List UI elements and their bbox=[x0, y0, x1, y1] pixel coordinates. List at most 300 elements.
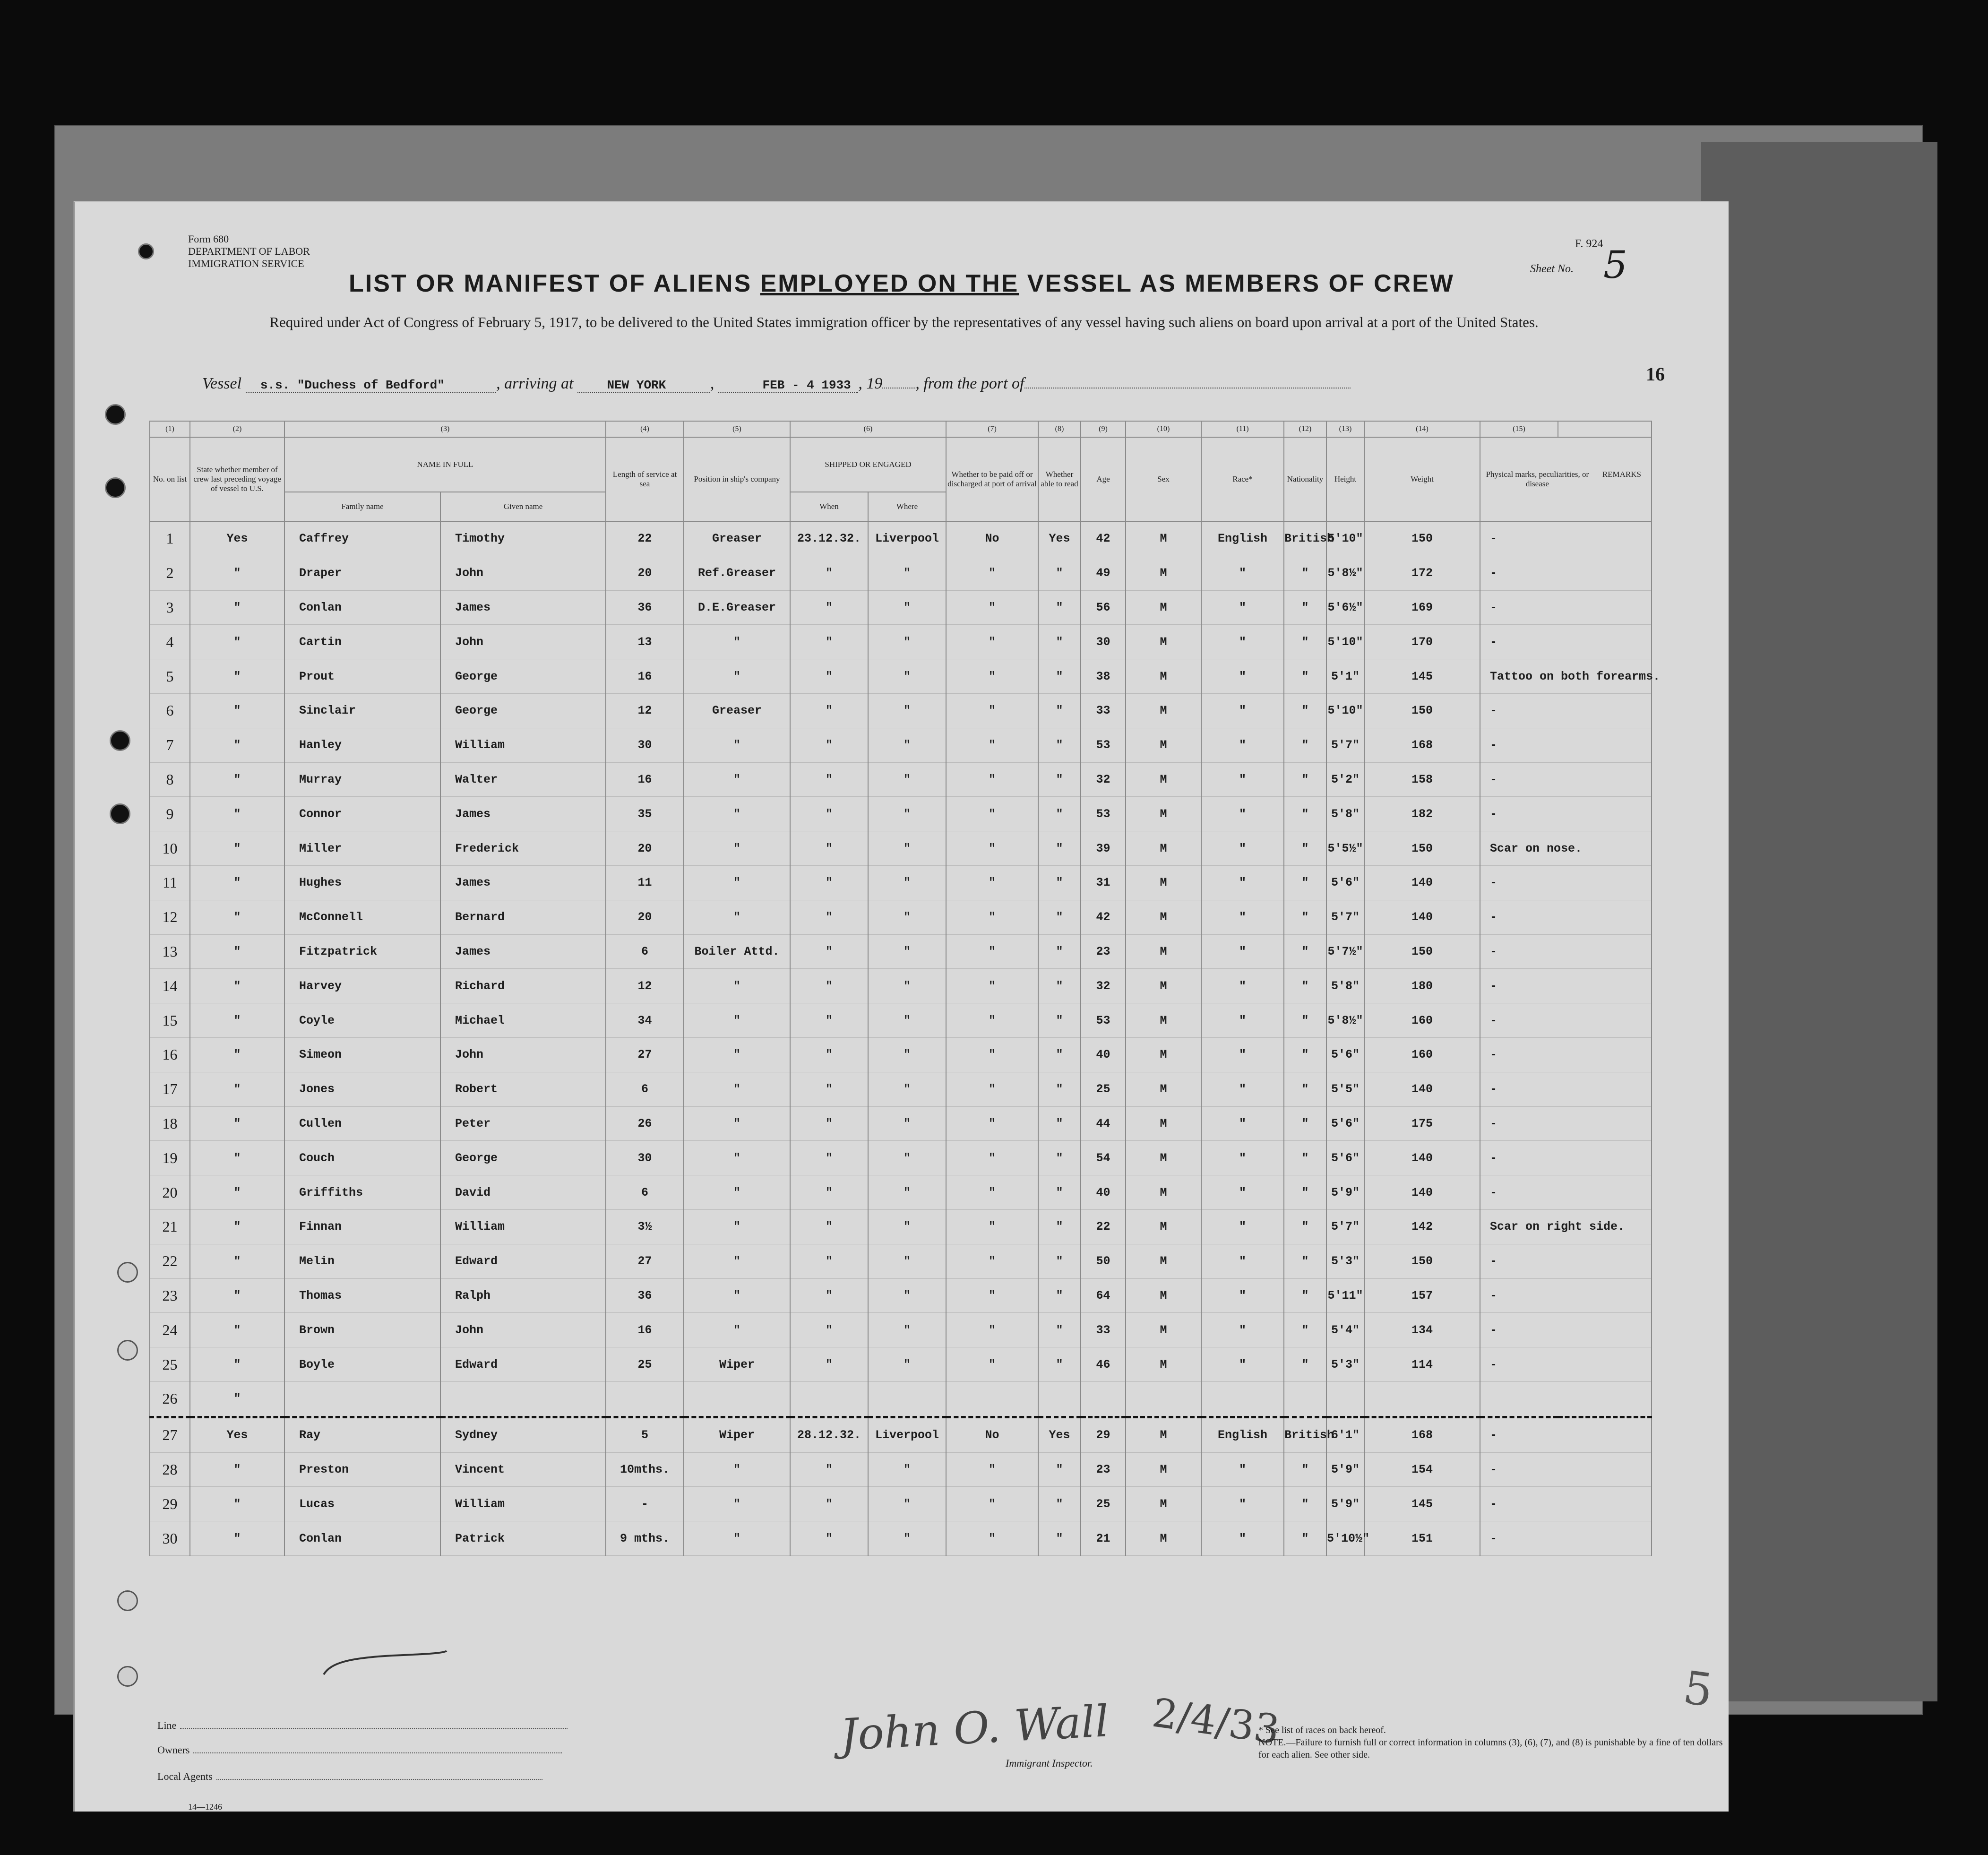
year-label: 19 bbox=[866, 375, 883, 392]
title-suffix: VESSEL AS MEMBERS OF CREW bbox=[1027, 270, 1455, 297]
cell-nationality: " bbox=[1284, 900, 1326, 934]
cell-prev-voyage: " bbox=[190, 1106, 284, 1141]
cell-where: " bbox=[868, 969, 946, 1003]
cell-no: 7 bbox=[150, 728, 190, 762]
colnum: (5) bbox=[684, 421, 790, 437]
column-numbers-row bbox=[150, 421, 1652, 437]
table-row bbox=[150, 900, 1652, 934]
cell-no: 2 bbox=[150, 556, 190, 590]
cell-physical-marks: - bbox=[1480, 1347, 1652, 1382]
cell-nationality: " bbox=[1284, 1244, 1326, 1278]
header-nationality: Nationality bbox=[1284, 437, 1326, 521]
cell-age: 42 bbox=[1081, 900, 1126, 934]
cell-physical-marks: - bbox=[1480, 625, 1652, 659]
cell-position: Ref.Greaser bbox=[684, 556, 790, 590]
punch-hole bbox=[117, 1340, 138, 1361]
cell-prev-voyage: " bbox=[190, 659, 284, 694]
cell-position: " bbox=[684, 865, 790, 900]
colnum: (8) bbox=[1038, 421, 1081, 437]
cell-position: Wiper bbox=[684, 1417, 790, 1452]
cell-age bbox=[1081, 1381, 1126, 1417]
cell-age: 53 bbox=[1081, 728, 1126, 762]
cell-paid-off: " bbox=[946, 1278, 1038, 1313]
cell-where: Liverpool bbox=[868, 1417, 946, 1452]
cell-height: 5'7" bbox=[1326, 1209, 1364, 1244]
colnum: (13) bbox=[1326, 421, 1364, 437]
cell-family-name: Caffrey bbox=[284, 521, 440, 556]
cell-weight: 160 bbox=[1364, 1003, 1480, 1038]
cell-family-name: Draper bbox=[284, 556, 440, 590]
sheet-number: 5 bbox=[1603, 243, 1627, 287]
cell-able-read: " bbox=[1038, 1521, 1081, 1556]
cell-no: 21 bbox=[150, 1209, 190, 1244]
table-row bbox=[150, 831, 1652, 866]
colnum: (10) bbox=[1126, 421, 1201, 437]
cell-no: 14 bbox=[150, 969, 190, 1003]
cell-race: " bbox=[1201, 865, 1284, 900]
cell-physical-marks: - bbox=[1480, 1175, 1652, 1210]
cell-height: 5'8" bbox=[1326, 969, 1364, 1003]
cell-where: " bbox=[868, 1141, 946, 1175]
cell-given-name: George bbox=[440, 693, 606, 728]
cell-when: " bbox=[790, 1072, 868, 1106]
cell-service: 16 bbox=[606, 1313, 684, 1347]
cell-race: " bbox=[1201, 900, 1284, 934]
cell-paid-off: " bbox=[946, 831, 1038, 866]
cell-service: 34 bbox=[606, 1003, 684, 1038]
cell-weight: 145 bbox=[1364, 659, 1480, 694]
cell-position: " bbox=[684, 1141, 790, 1175]
cell-physical-marks: - bbox=[1480, 934, 1652, 969]
cell-prev-voyage: " bbox=[190, 1381, 284, 1417]
title-underlined: EMPLOYED ON THE bbox=[760, 270, 1019, 297]
cell-race: " bbox=[1201, 1452, 1284, 1487]
cell-race: " bbox=[1201, 625, 1284, 659]
cell-weight: 150 bbox=[1364, 693, 1480, 728]
cell-family-name: Fitzpatrick bbox=[284, 934, 440, 969]
back-sheet-shadow bbox=[1701, 142, 1937, 1701]
cell-height bbox=[1326, 1381, 1364, 1417]
cell-physical-marks: - bbox=[1480, 1487, 1652, 1521]
agents-field bbox=[157, 1770, 542, 1783]
agents-label: Local Agents bbox=[157, 1770, 213, 1782]
table-row bbox=[150, 659, 1652, 694]
header-physical-text: Physical marks, peculiarities, or disease bbox=[1486, 470, 1589, 488]
cell-age: 31 bbox=[1081, 865, 1126, 900]
cell-where: " bbox=[868, 659, 946, 694]
cell-prev-voyage: " bbox=[190, 762, 284, 797]
cell-where: " bbox=[868, 934, 946, 969]
cell-position: Wiper bbox=[684, 1347, 790, 1382]
cell-able-read: Yes bbox=[1038, 1417, 1081, 1452]
cell-when: " bbox=[790, 1521, 868, 1556]
cell-when: " bbox=[790, 831, 868, 866]
cell-physical-marks: - bbox=[1480, 1278, 1652, 1313]
cell-age: 22 bbox=[1081, 1209, 1126, 1244]
cell-height: 5'11" bbox=[1326, 1278, 1364, 1313]
colnum: (15) bbox=[1480, 421, 1558, 437]
cell-when: " bbox=[790, 625, 868, 659]
cell-service: 36 bbox=[606, 590, 684, 625]
cell-race: " bbox=[1201, 1106, 1284, 1141]
cell-able-read: " bbox=[1038, 934, 1081, 969]
cell-able-read: " bbox=[1038, 1487, 1081, 1521]
cell-where: " bbox=[868, 693, 946, 728]
cell-physical-marks bbox=[1480, 1381, 1652, 1417]
cell-paid-off bbox=[946, 1381, 1038, 1417]
header-name: NAME IN FULL bbox=[284, 437, 606, 492]
cell-sex: M bbox=[1126, 659, 1201, 694]
table-row bbox=[150, 1037, 1652, 1072]
cell-where: " bbox=[868, 1347, 946, 1382]
punch-hole bbox=[110, 803, 130, 824]
cell-race: " bbox=[1201, 1175, 1284, 1210]
cell-when: " bbox=[790, 900, 868, 934]
cell-age: 46 bbox=[1081, 1347, 1126, 1382]
cell-service: 27 bbox=[606, 1037, 684, 1072]
cell-given-name: George bbox=[440, 659, 606, 694]
cell-sex: M bbox=[1126, 1452, 1201, 1487]
cell-service: 12 bbox=[606, 693, 684, 728]
cell-race: " bbox=[1201, 659, 1284, 694]
cell-where: " bbox=[868, 1487, 946, 1521]
cell-sex: M bbox=[1126, 625, 1201, 659]
cell-given-name: Frederick bbox=[440, 831, 606, 866]
cell-family-name: Sinclair bbox=[284, 693, 440, 728]
cell-where: " bbox=[868, 590, 946, 625]
agents-dots bbox=[216, 1779, 542, 1780]
cell-weight: 160 bbox=[1364, 1037, 1480, 1072]
table-row bbox=[150, 1487, 1652, 1521]
punch-hole bbox=[110, 730, 130, 751]
punch-hole bbox=[105, 477, 126, 498]
header-physical bbox=[1480, 437, 1652, 521]
header-prev-voyage: State whether member of crew last preceding voyage of vessel to U.S. bbox=[190, 437, 284, 521]
cell-given-name: William bbox=[440, 1209, 606, 1244]
cell-sex: M bbox=[1126, 590, 1201, 625]
cell-service: 3½ bbox=[606, 1209, 684, 1244]
cell-service: 25 bbox=[606, 1347, 684, 1382]
cell-prev-voyage: " bbox=[190, 797, 284, 831]
cell-weight: 157 bbox=[1364, 1278, 1480, 1313]
cell-sex: M bbox=[1126, 934, 1201, 969]
page-title bbox=[75, 269, 1729, 298]
cell-sex: M bbox=[1126, 1209, 1201, 1244]
cell-sex: M bbox=[1126, 1175, 1201, 1210]
cell-weight: 140 bbox=[1364, 865, 1480, 900]
cell-position: " bbox=[684, 1175, 790, 1210]
cell-where: " bbox=[868, 1521, 946, 1556]
cell-when: 28.12.32. bbox=[790, 1417, 868, 1452]
cell-physical-marks: - bbox=[1480, 1037, 1652, 1072]
cell-height: 5'9" bbox=[1326, 1487, 1364, 1521]
header-sex: Sex bbox=[1126, 437, 1201, 521]
cell-prev-voyage: " bbox=[190, 1452, 284, 1487]
cell-paid-off: " bbox=[946, 1487, 1038, 1521]
cell-service: 30 bbox=[606, 1141, 684, 1175]
cell-age: 40 bbox=[1081, 1175, 1126, 1210]
cell-physical-marks: - bbox=[1480, 1244, 1652, 1278]
cell-no: 11 bbox=[150, 865, 190, 900]
cell-given-name: Edward bbox=[440, 1347, 606, 1382]
cell-service: 16 bbox=[606, 762, 684, 797]
cell-nationality: " bbox=[1284, 659, 1326, 694]
table-row bbox=[150, 1003, 1652, 1038]
cell-weight: 140 bbox=[1364, 900, 1480, 934]
header-where: Where bbox=[868, 492, 946, 521]
table-row bbox=[150, 625, 1652, 659]
cell-prev-voyage: " bbox=[190, 1313, 284, 1347]
cell-no: 8 bbox=[150, 762, 190, 797]
cell-height: 5'5½" bbox=[1326, 831, 1364, 866]
cell-sex: M bbox=[1126, 1278, 1201, 1313]
cell-prev-voyage: " bbox=[190, 693, 284, 728]
cell-height: 5'6½" bbox=[1326, 590, 1364, 625]
cell-paid-off: " bbox=[946, 900, 1038, 934]
cell-race: " bbox=[1201, 1278, 1284, 1313]
cell-race: " bbox=[1201, 1347, 1284, 1382]
cell-service: 12 bbox=[606, 969, 684, 1003]
cell-family-name: Cullen bbox=[284, 1106, 440, 1141]
cell-paid-off: " bbox=[946, 728, 1038, 762]
cell-sex: M bbox=[1126, 1417, 1201, 1452]
colnum: (4) bbox=[606, 421, 684, 437]
cell-family-name: Cartin bbox=[284, 625, 440, 659]
pen-swirl-path bbox=[324, 1651, 447, 1674]
cell-service: 5 bbox=[606, 1417, 684, 1452]
cell-paid-off: " bbox=[946, 934, 1038, 969]
cell-where: " bbox=[868, 1313, 946, 1347]
cell-nationality: " bbox=[1284, 625, 1326, 659]
cell-nationality: " bbox=[1284, 1175, 1326, 1210]
cell-sex: M bbox=[1126, 1003, 1201, 1038]
table-row bbox=[150, 1452, 1652, 1487]
cell-service: 6 bbox=[606, 1175, 684, 1210]
cell-given-name: John bbox=[440, 1037, 606, 1072]
cell-prev-voyage: " bbox=[190, 1003, 284, 1038]
cell-sex: M bbox=[1126, 1141, 1201, 1175]
cell-able-read: " bbox=[1038, 900, 1081, 934]
table-row bbox=[150, 1106, 1652, 1141]
footnotes bbox=[1258, 1724, 1731, 1761]
header-position: Position in ship's company bbox=[684, 437, 790, 521]
cell-no: 3 bbox=[150, 590, 190, 625]
cell-race: English bbox=[1201, 521, 1284, 556]
cell-family-name: Prout bbox=[284, 659, 440, 694]
cell-given-name: John bbox=[440, 556, 606, 590]
cell-family-name: Conlan bbox=[284, 1521, 440, 1556]
cell-race: " bbox=[1201, 1521, 1284, 1556]
cell-when: " bbox=[790, 934, 868, 969]
cell-when: " bbox=[790, 1106, 868, 1141]
cell-height: 5'10" bbox=[1326, 521, 1364, 556]
cell-able-read: " bbox=[1038, 659, 1081, 694]
cell-race: " bbox=[1201, 1003, 1284, 1038]
cell-race: " bbox=[1201, 556, 1284, 590]
cell-given-name: John bbox=[440, 1313, 606, 1347]
cell-position: " bbox=[684, 1037, 790, 1072]
cell-when: " bbox=[790, 1244, 868, 1278]
cell-sex: M bbox=[1126, 1072, 1201, 1106]
cell-nationality: " bbox=[1284, 969, 1326, 1003]
cell-physical-marks: Scar on right side. bbox=[1480, 1209, 1652, 1244]
cell-physical-marks: - bbox=[1480, 1452, 1652, 1487]
cell-weight: 151 bbox=[1364, 1521, 1480, 1556]
header-family-name: Family name bbox=[284, 492, 440, 521]
cell-no: 15 bbox=[150, 1003, 190, 1038]
cell-race: " bbox=[1201, 693, 1284, 728]
cell-weight: 114 bbox=[1364, 1347, 1480, 1382]
cell-when: " bbox=[790, 1278, 868, 1313]
cell-race: " bbox=[1201, 1141, 1284, 1175]
cell-height: 5'4" bbox=[1326, 1313, 1364, 1347]
cell-given-name: Michael bbox=[440, 1003, 606, 1038]
cell-position: " bbox=[684, 1487, 790, 1521]
cell-race: " bbox=[1201, 762, 1284, 797]
punch-hole bbox=[105, 404, 126, 425]
cell-service: 36 bbox=[606, 1278, 684, 1313]
cell-given-name: Peter bbox=[440, 1106, 606, 1141]
cell-able-read: " bbox=[1038, 625, 1081, 659]
cell-service: 9 mths. bbox=[606, 1521, 684, 1556]
cell-service: 6 bbox=[606, 1072, 684, 1106]
cell-prev-voyage: " bbox=[190, 1278, 284, 1313]
from-label: from the port of bbox=[923, 375, 1024, 392]
service: IMMIGRATION SERVICE bbox=[188, 258, 304, 269]
cell-when: " bbox=[790, 590, 868, 625]
cell-service: 35 bbox=[606, 797, 684, 831]
colnum: (14) bbox=[1364, 421, 1480, 437]
cell-service bbox=[606, 1381, 684, 1417]
cell-position: " bbox=[684, 659, 790, 694]
cell-weight: 150 bbox=[1364, 521, 1480, 556]
cell-sex: M bbox=[1126, 1106, 1201, 1141]
table-row bbox=[150, 1175, 1652, 1210]
cell-where: " bbox=[868, 1106, 946, 1141]
cell-paid-off: " bbox=[946, 1141, 1038, 1175]
cell-age: 33 bbox=[1081, 1313, 1126, 1347]
cell-weight: 154 bbox=[1364, 1452, 1480, 1487]
cell-age: 32 bbox=[1081, 969, 1126, 1003]
cell-family-name: Conlan bbox=[284, 590, 440, 625]
cell-physical-marks: - bbox=[1480, 556, 1652, 590]
cell-physical-marks: - bbox=[1480, 762, 1652, 797]
cell-family-name: Melin bbox=[284, 1244, 440, 1278]
cell-age: 30 bbox=[1081, 625, 1126, 659]
header-height: Height bbox=[1326, 437, 1364, 521]
cell-nationality: " bbox=[1284, 1313, 1326, 1347]
cell-paid-off: " bbox=[946, 1072, 1038, 1106]
owners-field bbox=[157, 1744, 562, 1756]
cell-height: 5'10" bbox=[1326, 625, 1364, 659]
table-row bbox=[150, 797, 1652, 831]
cell-when: " bbox=[790, 762, 868, 797]
cell-no: 30 bbox=[150, 1521, 190, 1556]
cell-given-name: James bbox=[440, 934, 606, 969]
cell-paid-off: " bbox=[946, 659, 1038, 694]
cell-no: 19 bbox=[150, 1141, 190, 1175]
cell-prev-voyage: " bbox=[190, 865, 284, 900]
header-when: When bbox=[790, 492, 868, 521]
cell-no: 27 bbox=[150, 1417, 190, 1452]
table-row bbox=[150, 969, 1652, 1003]
corner-mark: 5 bbox=[1680, 1661, 1716, 1717]
cell-nationality: " bbox=[1284, 556, 1326, 590]
cell-weight: 170 bbox=[1364, 625, 1480, 659]
cell-age: 53 bbox=[1081, 797, 1126, 831]
cell-nationality: " bbox=[1284, 1106, 1326, 1141]
cell-paid-off: " bbox=[946, 865, 1038, 900]
cell-height: 6'1" bbox=[1326, 1417, 1364, 1452]
cell-position: " bbox=[684, 1521, 790, 1556]
cell-weight bbox=[1364, 1381, 1480, 1417]
cell-when: " bbox=[790, 556, 868, 590]
page-number: 16 bbox=[1646, 363, 1665, 385]
cell-height: 5'6" bbox=[1326, 1106, 1364, 1141]
crew-rows bbox=[150, 521, 1661, 1555]
punch-hole bbox=[117, 1590, 138, 1611]
header-given-name: Given name bbox=[440, 492, 606, 521]
cell-weight: 150 bbox=[1364, 934, 1480, 969]
cell-nationality bbox=[1284, 1381, 1326, 1417]
cell-nationality: " bbox=[1284, 728, 1326, 762]
cell-nationality: " bbox=[1284, 1072, 1326, 1106]
manifest-page bbox=[73, 201, 1729, 1812]
cell-race: " bbox=[1201, 1209, 1284, 1244]
cell-position: " bbox=[684, 1209, 790, 1244]
vessel-line: Vessel s.s. "Duchess of Bedford" , arriving at NEW YORK , FEB - 4 1933 , 19 , from the port of bbox=[202, 375, 1351, 393]
header-remarks: REMARKS bbox=[1602, 470, 1641, 479]
vessel-label: Vessel bbox=[202, 375, 242, 392]
cell-given-name: William bbox=[440, 1487, 606, 1521]
cell-nationality: " bbox=[1284, 1003, 1326, 1038]
cell-nationality: " bbox=[1284, 1141, 1326, 1175]
cell-race: " bbox=[1201, 1072, 1284, 1106]
cell-age: 44 bbox=[1081, 1106, 1126, 1141]
cell-family-name: Thomas bbox=[284, 1278, 440, 1313]
cell-service: 27 bbox=[606, 1244, 684, 1278]
cell-family-name: Brown bbox=[284, 1313, 440, 1347]
cell-physical-marks: - bbox=[1480, 865, 1652, 900]
cell-physical-marks: - bbox=[1480, 728, 1652, 762]
table-row bbox=[150, 1381, 1652, 1417]
cell-where bbox=[868, 1381, 946, 1417]
cell-nationality: British bbox=[1284, 521, 1326, 556]
cell-race: English bbox=[1201, 1417, 1284, 1452]
cell-height: 5'7" bbox=[1326, 900, 1364, 934]
cell-where: " bbox=[868, 556, 946, 590]
cell-paid-off: " bbox=[946, 1106, 1038, 1141]
table-row bbox=[150, 1209, 1652, 1244]
cell-nationality: " bbox=[1284, 797, 1326, 831]
cell-age: 29 bbox=[1081, 1417, 1126, 1452]
cell-race: " bbox=[1201, 831, 1284, 866]
cell-given-name: Bernard bbox=[440, 900, 606, 934]
cell-height: 5'3" bbox=[1326, 1347, 1364, 1382]
cell-nationality: " bbox=[1284, 693, 1326, 728]
cell-given-name: David bbox=[440, 1175, 606, 1210]
cell-prev-voyage: " bbox=[190, 900, 284, 934]
cell-given-name: William bbox=[440, 728, 606, 762]
cell-service: 30 bbox=[606, 728, 684, 762]
cell-nationality: " bbox=[1284, 934, 1326, 969]
cell-given-name: John bbox=[440, 625, 606, 659]
cell-where: " bbox=[868, 1072, 946, 1106]
cell-where: " bbox=[868, 1003, 946, 1038]
cell-position: " bbox=[684, 1003, 790, 1038]
cell-weight: 158 bbox=[1364, 762, 1480, 797]
cell-paid-off: " bbox=[946, 1244, 1038, 1278]
